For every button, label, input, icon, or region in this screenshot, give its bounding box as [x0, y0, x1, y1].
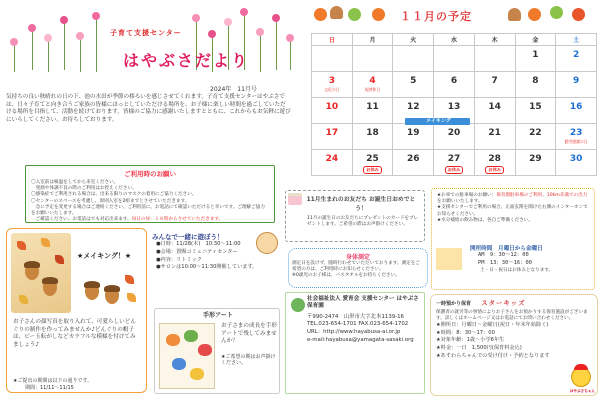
star-kids-details: [436, 322, 592, 360]
calendar-day-number: 30: [569, 154, 583, 164]
art-note: ★ご希望の期はお声掛けください。: [221, 353, 276, 367]
calendar-week-row: [312, 46, 597, 72]
calendar-day-cell: [474, 98, 515, 124]
calendar-day-cell: [352, 150, 393, 176]
calendar-day-cell: [556, 98, 597, 124]
calendar-day-number: 1: [532, 50, 539, 60]
weekday-header: 月: [352, 34, 393, 46]
notice-item: 〇センターのスペースを考慮し、原則入室を2組までとさせていただきます。: [31, 198, 190, 204]
usage-notice-box: [25, 165, 275, 223]
calendar-day-number: 12: [406, 102, 420, 112]
event-period-note: ★ご提出の期間は以下の通りです。: [13, 378, 93, 384]
calendar-day-number: 24: [325, 154, 339, 164]
calendar-day-cell: [474, 46, 515, 72]
calendar-day-number: 23: [569, 128, 583, 138]
calendar-day-number: 14: [488, 102, 501, 112]
calendar-day-number: 8: [532, 76, 539, 86]
star-kids-detail: ★あすわらちゃんでの受け付け・予約となります: [436, 352, 550, 359]
calendar-body: [312, 46, 597, 176]
calendar-day-cell: [434, 46, 475, 72]
calendar-title: １１月の予定: [400, 10, 472, 23]
handprint-art-photo: [159, 323, 215, 389]
calendar-day-cell: [393, 46, 434, 72]
calendar-day-cell: [515, 72, 556, 98]
house-icon: [436, 248, 462, 270]
parking-note-text: ★お車での駐車場のお願い：: [437, 193, 497, 198]
calendar-day-cell: [556, 124, 597, 150]
notice-title: ご利用時のお願い: [124, 170, 176, 178]
calendar-day-cell: [312, 98, 353, 124]
calendar-day-cell: [312, 46, 353, 72]
calendar-day-cell: [474, 72, 515, 98]
calendar-day-number: 13: [447, 102, 461, 112]
measure-text: 測定日を設けず、随時行わせていただいております。測定をご希望の方は、ご利用時にお知らせください。: [292, 261, 420, 273]
calendar-day-number: 18: [366, 128, 379, 138]
weekday-header: 日: [312, 34, 353, 46]
star-kids-box: [430, 294, 598, 396]
calendar-day-cell: [556, 46, 597, 72]
weekday-row: [312, 34, 597, 46]
flower-decoration: [0, 0, 300, 90]
mascot-icon: [571, 367, 591, 389]
organization-details: [307, 314, 421, 345]
closed-day-badge: お休み: [485, 166, 504, 174]
acorn-illustration: [77, 269, 143, 309]
star-kids-header: [436, 298, 592, 307]
star-kids-intro: 保護者の就労等の事情によりお子さんをお預かりする保育施設がございます。詳しくはホームページ又はお電話にてお問い合わせください。: [436, 310, 588, 322]
mascot-label: はやぶさちゃん: [569, 389, 595, 393]
calendar-day-number: 25: [366, 154, 379, 164]
calendar-day-cell: [312, 150, 353, 176]
apple-icon: [348, 8, 361, 21]
measure-note: ※0歳児のお子様は、バスタオルをお持ちください。: [292, 273, 400, 279]
weekday-header: 木: [474, 34, 515, 46]
hours-title: 開所時間 月曜日から金曜日: [470, 246, 543, 252]
making-event-box: [6, 228, 147, 393]
calendar-day-number: 20: [447, 128, 461, 138]
play-detail: ●サロンは10:00〜11:30開催しています。: [156, 264, 258, 271]
calendar-day-number: 27: [447, 154, 461, 164]
persimmon-icon: [528, 8, 541, 21]
closed-day-badge: お休み: [445, 166, 464, 174]
calendar-day-cell: [434, 150, 475, 176]
star-kids-detail: ★開所日：月曜日〜金曜日(祝日・年末年始除く): [436, 322, 549, 329]
calendar-day-cell: [515, 150, 556, 176]
persimmon-icon: [314, 8, 327, 21]
persimmon-icon: [372, 8, 385, 21]
acorn-craft-photo: [11, 233, 71, 313]
calendar-day-cell: [393, 72, 434, 98]
calendar-day-number: 11: [366, 102, 379, 112]
hours-am: AM 9：30〜12：00: [478, 252, 529, 258]
calendar-day-number: 29: [529, 154, 542, 164]
calendar-day-cell: [434, 72, 475, 98]
art-description: [221, 323, 279, 367]
entrance-note: ★支援センターでご利用の場合、正面玄関を開けた右側のインターホンでお知らせください。: [437, 205, 588, 217]
art-title: 手形アート: [203, 312, 233, 319]
notice-closure-highlight: 毎日の昼：１８時からさせていただきます。: [131, 217, 224, 223]
apple-icon: [550, 6, 563, 19]
notice-item: 発熱や体調不良の際のご利用はお控えください。: [31, 186, 137, 192]
notice-item: 急に予定を変更する場合はご連絡ください。ご利用前に、お電話にて確認いただけると幸いです。ご理解ご協力をお願いいたします。: [31, 204, 265, 216]
event-dates: 期間：11/11〜11/15: [25, 385, 74, 391]
issue-date: 2024年 11月号: [210, 86, 257, 93]
closed-day-badge: お休み: [363, 166, 382, 174]
star-kids-title: スターキッズ: [481, 299, 526, 307]
making-period-label: メイキング: [426, 118, 451, 124]
calendar-day-cell: [393, 124, 434, 150]
calendar-week-row: [312, 150, 597, 176]
notice-item: 〇感染症でご利用される場合は、出来る限りのマスクの着用にご協力ください。: [31, 192, 197, 198]
calendar-day-cell: [556, 150, 597, 176]
art-text: お子さまの成長を手形アートで残してみませんか？: [221, 323, 277, 345]
calendar-day-number: 10: [325, 102, 339, 112]
birthday-text: 11月の誕生日のお友だちにプレゼントのカードをプレゼントします。ご希望の際はお声掛けください。: [307, 216, 419, 228]
calendar-day-number: 21: [488, 128, 501, 138]
puppy-icon: [256, 232, 278, 254]
calendar-week-row: [312, 72, 597, 98]
organization-phone: TEL.023-654-1701 FAX.023-654-1702: [307, 321, 409, 328]
hours-note: 土・日・祝日はお休みとなります。: [480, 267, 554, 273]
calendar-day-number: 5: [410, 76, 417, 86]
organization-logo-icon: [291, 298, 305, 312]
calendar-day-number: 28: [488, 154, 501, 164]
handprint-art-box: [154, 308, 280, 394]
calendar-day-number: 19: [406, 128, 420, 138]
calendar-day-cell: [434, 124, 475, 150]
weekday-header: 火: [393, 34, 434, 46]
birthday-box: [285, 190, 425, 242]
play-title: みんなで一緒に遊ぼう！: [152, 233, 224, 241]
notice-closure-text: ご確認ください。お電話はでも対応出来ます。: [31, 217, 132, 223]
calendar-day-cell: [515, 124, 556, 150]
event-period: [13, 377, 143, 391]
calendar-day-cell: [352, 124, 393, 150]
play-detail: ●会場：置賜コミュニティセンター: [156, 248, 238, 255]
calendar-day-number: 6: [450, 76, 458, 86]
calendar-day-cell: [312, 124, 353, 150]
newsletter-header: [0, 0, 300, 100]
organization-address: 〒990-2474 山形市大字北本1139-16: [307, 313, 404, 320]
calendar-holiday-label: 勤労感謝の日: [564, 139, 588, 144]
star-kids-subtitle: 一時預かり保育: [436, 301, 472, 307]
measure-title: 身体測定: [345, 254, 370, 261]
calendar-day-number: 3: [328, 76, 335, 86]
cake-icon: [288, 193, 302, 205]
body-measurement-box: [288, 248, 428, 288]
notice-item: 〇入室前は検温をしてから来室ください。: [31, 180, 119, 185]
organization-email[interactable]: e-mail:hayabusa@yamagata-sasaki.org: [307, 337, 414, 344]
play-detail: ●日時：11/28(木) 10:30〜11:00: [156, 241, 241, 247]
calendar-day-cell: [352, 72, 393, 98]
persimmon-icon: [572, 8, 585, 21]
notice-closure: [31, 217, 269, 223]
calendar-day-number: 17: [325, 128, 339, 138]
calendar-day-number: 15: [529, 102, 542, 112]
calendar-day-number: 4: [369, 76, 376, 86]
play-detail: ●内容：リトミック: [156, 256, 202, 263]
event-description: お子さんの顔写真を取り入れて、可愛らしいどんぐりの制作を作ってみませんか♪どんぐりの帽子は、ビー玉転がしなどカラフルな模様を付けてみましょう♪: [13, 319, 136, 348]
weekday-header: 金: [515, 34, 556, 46]
organization-name: 社会福祉法人 愛育会 支援センター はやぶさ保育園: [307, 296, 419, 310]
drink-note: ★水分補給の飲み物は、各自ご準備ください。: [437, 217, 533, 223]
calendar-holiday-label: 振替休日: [364, 87, 381, 92]
calendar-day-number: 16: [569, 102, 583, 112]
calendar-holiday-label: 文化の日: [324, 87, 340, 92]
calendar-day-cell: [393, 150, 434, 176]
weekday-header: 水: [434, 34, 475, 46]
parking-note-highlight: 保育園駐車場のご利用、10km未満での出力: [496, 193, 588, 198]
center-name: 子育て支援センター: [110, 29, 182, 37]
organization-contact: [285, 292, 425, 394]
calendar-week-row: [312, 124, 597, 150]
star-kids-detail: ★時間：8：30〜17：00: [436, 329, 495, 336]
calendar-day-cell: [556, 72, 597, 98]
birthday-title: 11月生まれのお友だち お誕生日おめでとう！: [306, 197, 416, 212]
calendar-day-cell: [474, 124, 515, 150]
star-kids-detail: ★対象年齢：1歳〜小学6年生: [436, 337, 505, 344]
calendar-day-cell: [474, 150, 515, 176]
organization-url[interactable]: URL：http://www.hayabusa-ai.or.jp: [307, 329, 401, 336]
calendar-day-cell: [352, 46, 393, 72]
visitor-info-box: [431, 188, 595, 290]
calendar-day-number: 7: [491, 76, 498, 86]
hours-pm: PM 13：30〜16：00: [478, 259, 533, 266]
november-calendar: [311, 33, 597, 176]
mushroom-icon: [330, 6, 343, 19]
calendar-day-cell: [515, 98, 556, 124]
weekday-header: 土: [556, 34, 597, 46]
calendar-day-cell: [515, 46, 556, 72]
star-kids-detail: ★料金：一日 1,500円(保育料金込): [436, 344, 522, 351]
opening-hours: [470, 244, 560, 274]
newsletter-title: はやぶさだより: [123, 51, 250, 70]
calendar-day-cell: [312, 72, 353, 98]
calendar-day-number: 2: [572, 50, 580, 60]
intro-paragraph: 気持ちの良い秋晴れの日の下、池の水田が季節の移ろいを感じさせてくれます。子育て支援センターはやぶさでは、日々子育てと向き合うご家族の皆様にほっとしていただける場所を、お子様に楽しい時間を過ごしていただける場所を目指して、活動を続けております。皆様のご協力に感謝いたしますとともに、これからもお気軽に遊びにいらしてください。お待ちしております。: [6, 94, 291, 123]
parking-note-suffix: をお願いいたします。: [437, 199, 483, 205]
play-together-section: [152, 232, 278, 292]
parking-note: [437, 193, 589, 205]
calendar-day-cell: [352, 98, 393, 124]
event-label: ★メイキング！★: [77, 252, 132, 260]
calendar-day-number: 26: [406, 154, 420, 164]
calendar-day-number: 22: [529, 128, 542, 138]
calendar-day-number: 9: [572, 76, 580, 86]
mushroom-icon: [508, 8, 521, 21]
